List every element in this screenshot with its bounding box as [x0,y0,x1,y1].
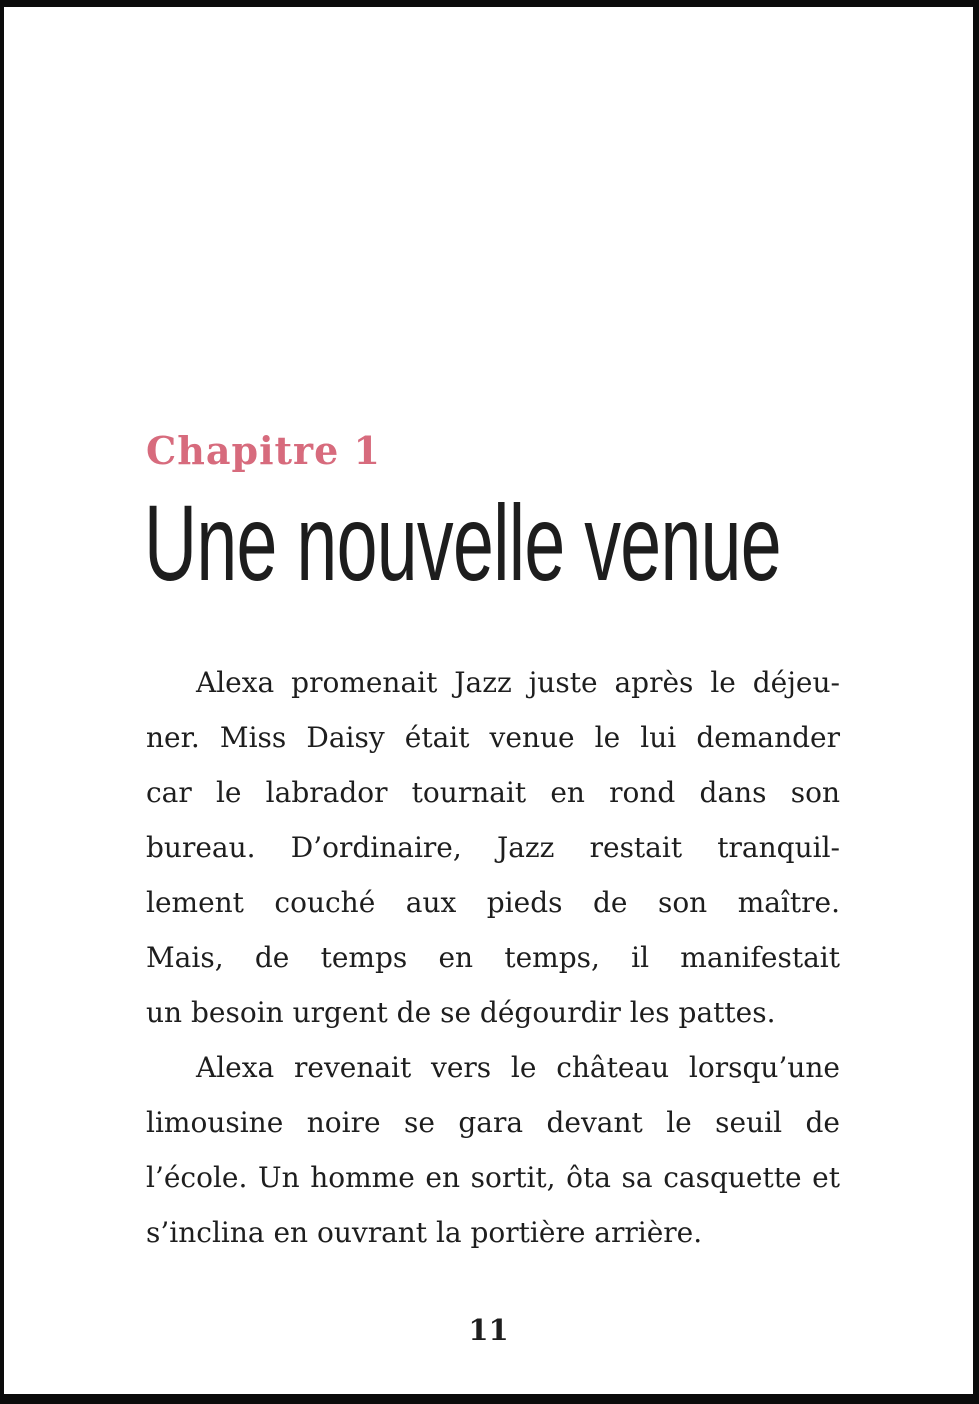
paragraph-1 [146,655,840,1040]
text-line: Alexa promenait Jazz juste après le déjeu- [196,666,840,699]
page-number: 11 [468,1313,509,1347]
text-line: ner. Miss Daisy était venue le lui demander [146,721,840,754]
text-line: un besoin urgent de se dégourdir les pattes. [146,996,776,1029]
chapter-heading: Chapitre 1 [146,428,381,473]
paragraph-2 [146,1040,840,1260]
text-line: limousine noire se gara devant le seuil de [146,1106,840,1139]
text-line: Mais, de temps en temps, il manifestait [146,941,840,974]
text-line: l’école. Un homme en sortit, ôta sa casquette et [146,1161,840,1194]
text-line: Alexa revenait vers le château lorsqu’une [196,1051,840,1084]
text-line: bureau. D’ordinaire, Jazz restait tranquil- [146,831,840,864]
text-line: s’inclina en ouvrant la portière arrière. [146,1216,703,1249]
text-line: car le labrador tournait en rond dans son [146,776,840,809]
story-text [146,655,840,1260]
chapter-title: Une nouvelle venue [144,482,781,603]
text-line: lement couché aux pieds de son maître. [146,886,840,919]
